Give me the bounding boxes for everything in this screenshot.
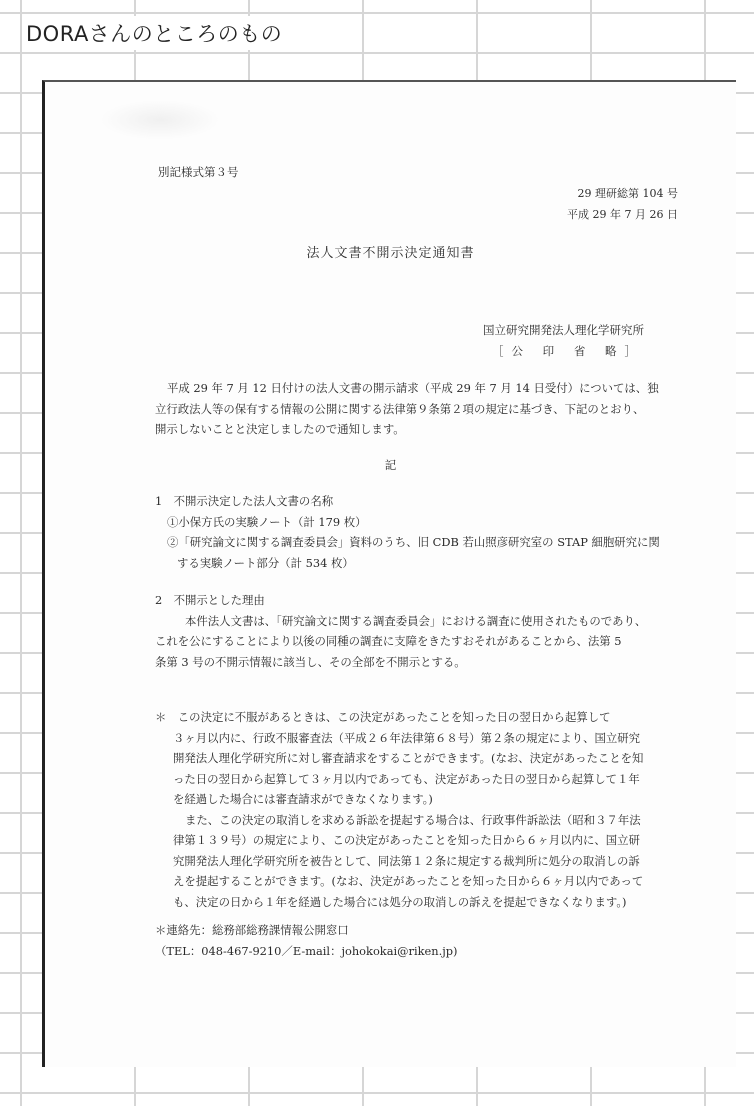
- document-date: 平成 29 年 7 月 26 日: [567, 208, 678, 221]
- reason-line: これを公にすることにより以後の同種の調査に支障をきたすおそれがあることから、法第 5: [155, 634, 622, 648]
- reason-line: 条第 3 号の不開示情報に該当し、その全部を不開示とする。: [155, 654, 466, 669]
- note-line: った日の翌日から起算して３ヶ月以内であっても、決定があった日の翌日から起算して１年: [173, 771, 640, 786]
- intro-line: 平成 29 年 7 月 12 日付けの法人文書の開示請求（平成 29 年 7 月 14 日受付）については、独: [167, 381, 659, 395]
- list-item-continuation: する実験ノート部分（計 534 枚）: [177, 555, 354, 570]
- reason-line: 本件法人文書は、「研究論文に関する調査委員会」における調査に使用されたものであり、: [185, 613, 647, 628]
- note-line: も、決定の日から１年を経過した場合には処分の取消しの訴えを提起できなくなります。): [173, 894, 627, 909]
- note-line: を経過した場合には審査請求ができなくなります。): [173, 792, 433, 806]
- contact-info: [155, 920, 665, 961]
- section-heading: 1 不開示決定した法人文書の名称: [155, 494, 334, 508]
- list-item: ①小保方氏の実験ノート（計 179 枚）: [167, 514, 367, 529]
- section-document-names: [155, 491, 665, 573]
- scan-smudge: [100, 100, 220, 140]
- intro-paragraph: [155, 378, 665, 440]
- seal-omitted: ［公 印 省 略］: [492, 344, 644, 358]
- contact-label: ＊連絡先：総務部総務課情報公開窓口: [155, 923, 349, 937]
- section-heading: 2 不開示とした理由: [155, 593, 265, 607]
- document-number: 29 理研総第 104 号: [577, 187, 678, 200]
- note-line: 究開発法人理化学研究所を被告として、同法第１２条に規定する裁判所に処分の取消しの訴: [173, 853, 640, 868]
- sheet-title: DORAさんのところのもの: [26, 16, 286, 50]
- list-item: ②「研究論文に関する調査委員会」資料のうち、旧 CDB 若山照彦研究室の STAP 細胞研究に関: [167, 535, 660, 549]
- contact-tel-email: （TEL：048-467-9210／E-mail：johokokai@riken.jp): [155, 943, 458, 958]
- note-line: 開発法人理化学研究所に対し審査請求をすることができます。(なお、決定があったことを知: [173, 751, 644, 765]
- note-line: ３ヶ月以内に、行政不服審査法（平成２６年法律第６８号）第２条の規定により、国立研究: [173, 730, 641, 745]
- issuer: 国立研究開発法人理化学研究所: [483, 323, 644, 337]
- intro-line: 立行政法人等の保有する情報の公開に関する法律第９条第２項の規定に基づき、下記のとおり、: [155, 401, 645, 416]
- note-line: 律第１３９号）の規定により、この決定があったことを知った日から６ヶ月以内に、国立研: [173, 833, 640, 847]
- note-line: えを提起することができます。(なお、決定があったことを知った日から６ヶ月以内であって: [173, 874, 644, 888]
- note-line: ＊ この決定に不服があるときは、この決定があったことを知った日の翌日から起算して: [155, 710, 611, 724]
- section-reason: [155, 590, 665, 672]
- intro-line: 開示しないことと決定しましたので通知します。: [155, 422, 405, 436]
- note-line: また、この決定の取消しを求める訴訟を提起する場合は、行政事件訴訟法（昭和３７年法: [185, 812, 641, 827]
- ki-heading: 記: [384, 458, 397, 472]
- appeal-note: [155, 707, 665, 912]
- form-number: 別記様式第３号: [158, 165, 239, 179]
- scanned-document: [42, 80, 736, 1067]
- document-title: 法人文書不開示決定通知書: [306, 246, 475, 261]
